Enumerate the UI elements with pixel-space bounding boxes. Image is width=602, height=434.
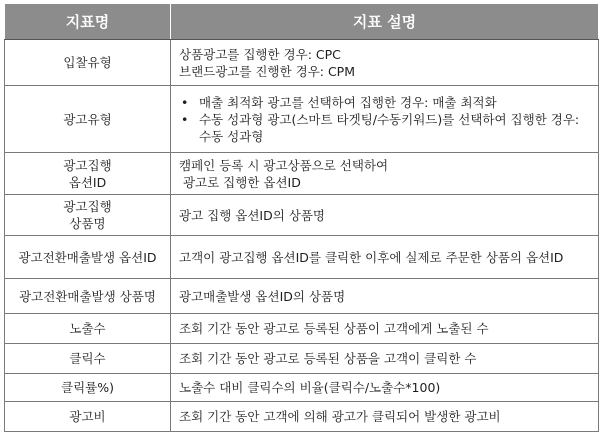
metric-name-cell (5, 40, 171, 86)
description-line: 광고매출발생 옵션ID의 상품명 (179, 288, 346, 304)
description-bullet-list (179, 94, 590, 145)
metric-description-cell (171, 279, 599, 314)
metric-name: 광고유형 (63, 111, 112, 127)
metrics-table (4, 3, 599, 432)
metric-name: 광고전환매출발생 상품명 (19, 288, 156, 304)
metric-description-cell (171, 153, 599, 195)
metric-name-cell (5, 195, 171, 236)
description-line: 광고 집행 옵션ID의 상품명 (179, 207, 325, 223)
metric-name: 입찰유형 (63, 55, 112, 70)
table-row (5, 314, 599, 344)
table-row (5, 344, 599, 374)
metric-description-cell (171, 314, 599, 344)
table-row (5, 195, 599, 236)
metric-name-cell (5, 279, 171, 314)
description-line: 조회 기간 동안 광고로 등록된 상품을 고객이 클릭한 수 (179, 351, 477, 366)
description-line: 조회 기간 동안 광고로 등록된 상품이 고객에게 노출된 수 (179, 321, 489, 336)
metric-name: 광고전환매출발생 옵션ID (18, 249, 157, 265)
metric-name-cell (5, 402, 171, 432)
metric-name: 광고집행 (63, 157, 112, 173)
description-line: 조회 기간 동안 고객에 의해 광고가 클릭되어 발생한 광고비 (179, 409, 501, 424)
description-line: 광고로 집행한 옵션ID (179, 174, 301, 190)
description-line: 캠페인 등록 시 광고상품으로 선택하여 (179, 157, 389, 173)
metric-name: 상품명 (69, 216, 106, 231)
description-line: 상품광고를 집행한 경우: CPC (179, 46, 341, 62)
metric-description-cell (171, 195, 599, 236)
metric-name: 클릭수 (69, 351, 106, 366)
metric-description-cell (171, 344, 599, 374)
table-row (5, 374, 599, 402)
metric-description-cell (171, 236, 599, 279)
metric-name: 광고집행 (63, 199, 112, 214)
metric-name-cell (5, 153, 171, 195)
description-line: 고객이 광고집행 옵션ID를 클릭한 이후에 실제로 주문한 상품의 옵션ID (179, 249, 564, 265)
bullet-item: • 수동 성과형 광고(스마트 타겟팅/수동키워드)를 선택하여 집행한 경우: 수동 성과형 (179, 111, 590, 145)
metric-name: 클릭률%) (61, 380, 114, 395)
table-row (5, 153, 599, 195)
description-line: 노출수 대비 클릭수의 비율(클릭수/노출수*100) (179, 380, 441, 395)
description-line: 브랜드광고를 진행한 경우: CPM (179, 63, 356, 79)
metric-description-cell (171, 40, 599, 86)
metric-name-cell (5, 86, 171, 153)
header-metric-name: 지표명 (5, 4, 171, 40)
metric-name: 노출수 (69, 321, 106, 336)
metric-name-cell (5, 314, 171, 344)
metric-name-cell (5, 236, 171, 279)
table-row (5, 40, 599, 86)
table-row (5, 279, 599, 314)
table-row (5, 236, 599, 279)
table-row (5, 402, 599, 432)
metric-name-cell (5, 344, 171, 374)
metric-description-cell (171, 86, 599, 153)
metric-description-cell (171, 402, 599, 432)
bullet-item: • 매출 최적화 광고를 선택하여 집행한 경우: 매출 최적화 (179, 94, 590, 111)
metric-description-cell (171, 374, 599, 402)
metric-name: 옵션ID (68, 174, 107, 190)
table-row (5, 86, 599, 153)
metric-name-cell (5, 374, 171, 402)
header-metric-description: 지표 설명 (171, 4, 599, 40)
header-row (5, 4, 599, 40)
metric-name: 광고비 (69, 409, 106, 424)
